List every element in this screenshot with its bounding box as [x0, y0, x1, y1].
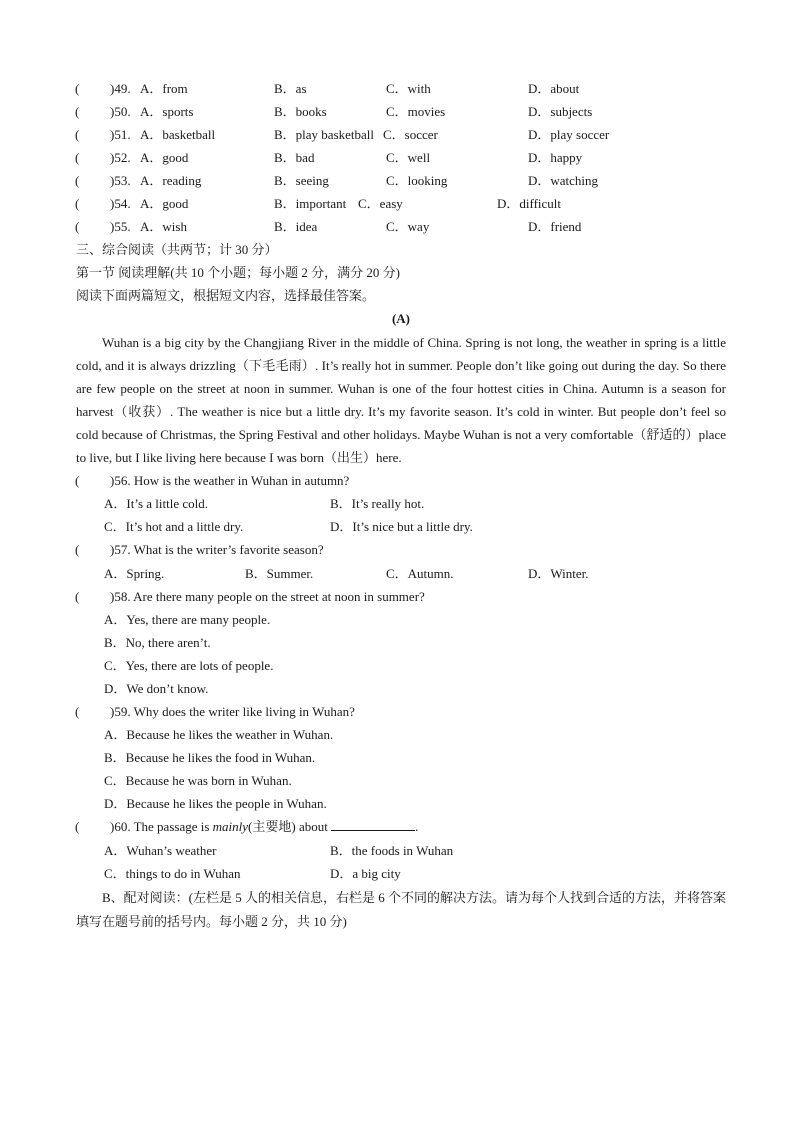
- answer-bracket: (: [75, 150, 80, 165]
- option-a: A．from: [140, 81, 188, 96]
- option-b: B．Because he likes the food in Wuhan.: [104, 750, 316, 765]
- answer-blank: [331, 819, 415, 831]
- option-d: D．watching: [528, 173, 599, 188]
- section-three-title: 三、综合阅读（共两节；计 30 分）: [76, 242, 278, 257]
- question-stem: )58. Are there many people on the street at noon in summer?: [110, 589, 425, 604]
- option-c: C．movies: [386, 104, 446, 119]
- option-c: C．things to do in Wuhan: [104, 866, 241, 881]
- section-one-title: 第一节 阅读理解(共 10 个小题；每小题 2 分，满分 20 分): [76, 265, 400, 280]
- answer-bracket: (: [75, 173, 80, 188]
- question-stem: [110, 819, 418, 835]
- answer-bracket: (: [75, 196, 80, 211]
- option-a: A．good: [140, 150, 189, 165]
- option-d: D．Winter.: [528, 566, 589, 581]
- option-d: D．difficult: [497, 196, 562, 211]
- stem-gloss: (主要地) about: [248, 819, 328, 834]
- option-c: C．It’s hot and a little dry.: [104, 519, 244, 534]
- option-a: A．good: [140, 196, 189, 211]
- reading-instruction: 阅读下面两篇短文，根据短文内容，选择最佳答案。: [76, 288, 376, 303]
- option-d: D．play soccer: [528, 127, 610, 142]
- option-b: B．the foods in Wuhan: [330, 843, 454, 858]
- question-number: )55.: [110, 219, 131, 234]
- option-b: B．It’s really hot.: [330, 496, 425, 511]
- question-number: )54.: [110, 196, 131, 211]
- option-b: B．books: [274, 104, 327, 119]
- stem-emphasis: mainly: [212, 819, 249, 834]
- option-b: B．bad: [274, 150, 315, 165]
- option-a: A．Because he likes the weather in Wuhan.: [104, 727, 334, 742]
- section-b-instruction: B、配对阅读：(左栏是 5 人的相关信息，右栏是 6 个不同的解决方法。请为每个人找到合适的方法，并将答案填写在题号前的括号内。每小题 2 分，共 10 分): [76, 890, 727, 929]
- option-d: D．It’s nice but a little dry.: [330, 519, 473, 534]
- question-number: )52.: [110, 150, 131, 165]
- option-d: D．friend: [528, 219, 582, 234]
- option-d: D．Because he likes the people in Wuhan.: [104, 796, 327, 811]
- question-stem: )59. Why does the writer like living in Wuhan?: [110, 704, 355, 719]
- option-b: B．seeing: [274, 173, 329, 188]
- option-b: B．Summer.: [245, 566, 314, 581]
- option-d: D．happy: [528, 150, 583, 165]
- answer-bracket: (: [75, 81, 80, 96]
- option-a: A．Spring.: [104, 566, 165, 581]
- option-d: D．subjects: [528, 104, 593, 119]
- option-a: A．Yes, there are many people.: [104, 612, 271, 627]
- option-a: A．It’s a little cold.: [104, 496, 208, 511]
- option-a: A．sports: [140, 104, 194, 119]
- option-b: B．important: [274, 196, 347, 211]
- option-c: C．Yes, there are lots of people.: [104, 658, 274, 673]
- option-c: C．Autumn.: [386, 566, 454, 581]
- option-c: C．with: [386, 81, 431, 96]
- option-a: A．Wuhan’s weather: [104, 843, 217, 858]
- option-c: C．way: [386, 219, 430, 234]
- option-b: B．idea: [274, 219, 318, 234]
- option-c: C．Because he was born in Wuhan.: [104, 773, 292, 788]
- stem-end: .: [415, 819, 419, 834]
- option-a: A．reading: [140, 173, 202, 188]
- answer-bracket: (: [75, 104, 80, 119]
- option-c: C．looking: [386, 173, 448, 188]
- option-b: B．No, there aren’t.: [104, 635, 211, 650]
- option-b: B．play basketball: [274, 127, 375, 142]
- answer-bracket: (: [75, 704, 80, 719]
- answer-bracket: (: [75, 589, 80, 604]
- stem-text: )60. The passage is: [110, 819, 213, 834]
- answer-bracket: (: [75, 219, 80, 234]
- option-c: C．well: [386, 150, 431, 165]
- passage-label: (A): [391, 311, 411, 326]
- passage-a-text: Wuhan is a big city by the Changjiang River in the middle of China. Spring is not long, the weather in spring is a little cold, and it is always drizzling（下毛毛雨）. It’s really hot in summer. People don’t like going out during the day. So there are few people on the street at noon in summer. Wuhan is one of the four hottest cities in China. Autumn is a season for harvest（收获）. The weather is nice but a little dry. It’s my favorite season. It’s cold in winter. But people don’t feel so cold because of Christmas, the Spring Festival and other holidays. Maybe Wuhan is not a very comfortable（舒适的）place to live, but I like living here because I was born（出生）here.: [76, 335, 726, 465]
- question-number: )53.: [110, 173, 131, 188]
- question-number: )49.: [110, 81, 131, 96]
- question-number: )51.: [110, 127, 131, 142]
- option-b: B．as: [274, 81, 307, 96]
- option-d: D．about: [528, 81, 580, 96]
- option-c: C．easy: [358, 196, 403, 211]
- question-stem: )56. How is the weather in Wuhan in autumn?: [110, 473, 350, 488]
- option-d: D．We don’t know.: [104, 681, 209, 696]
- option-d: D．a big city: [330, 866, 401, 881]
- question-number: )50.: [110, 104, 131, 119]
- question-stem: )57. What is the writer’s favorite season?: [110, 542, 324, 557]
- answer-bracket: (: [75, 473, 80, 488]
- answer-bracket: (: [75, 542, 80, 557]
- option-c: C．soccer: [383, 127, 438, 142]
- answer-bracket: (: [75, 127, 80, 142]
- answer-bracket: (: [75, 819, 80, 834]
- option-a: A．basketball: [140, 127, 216, 142]
- option-a: A．wish: [140, 219, 187, 234]
